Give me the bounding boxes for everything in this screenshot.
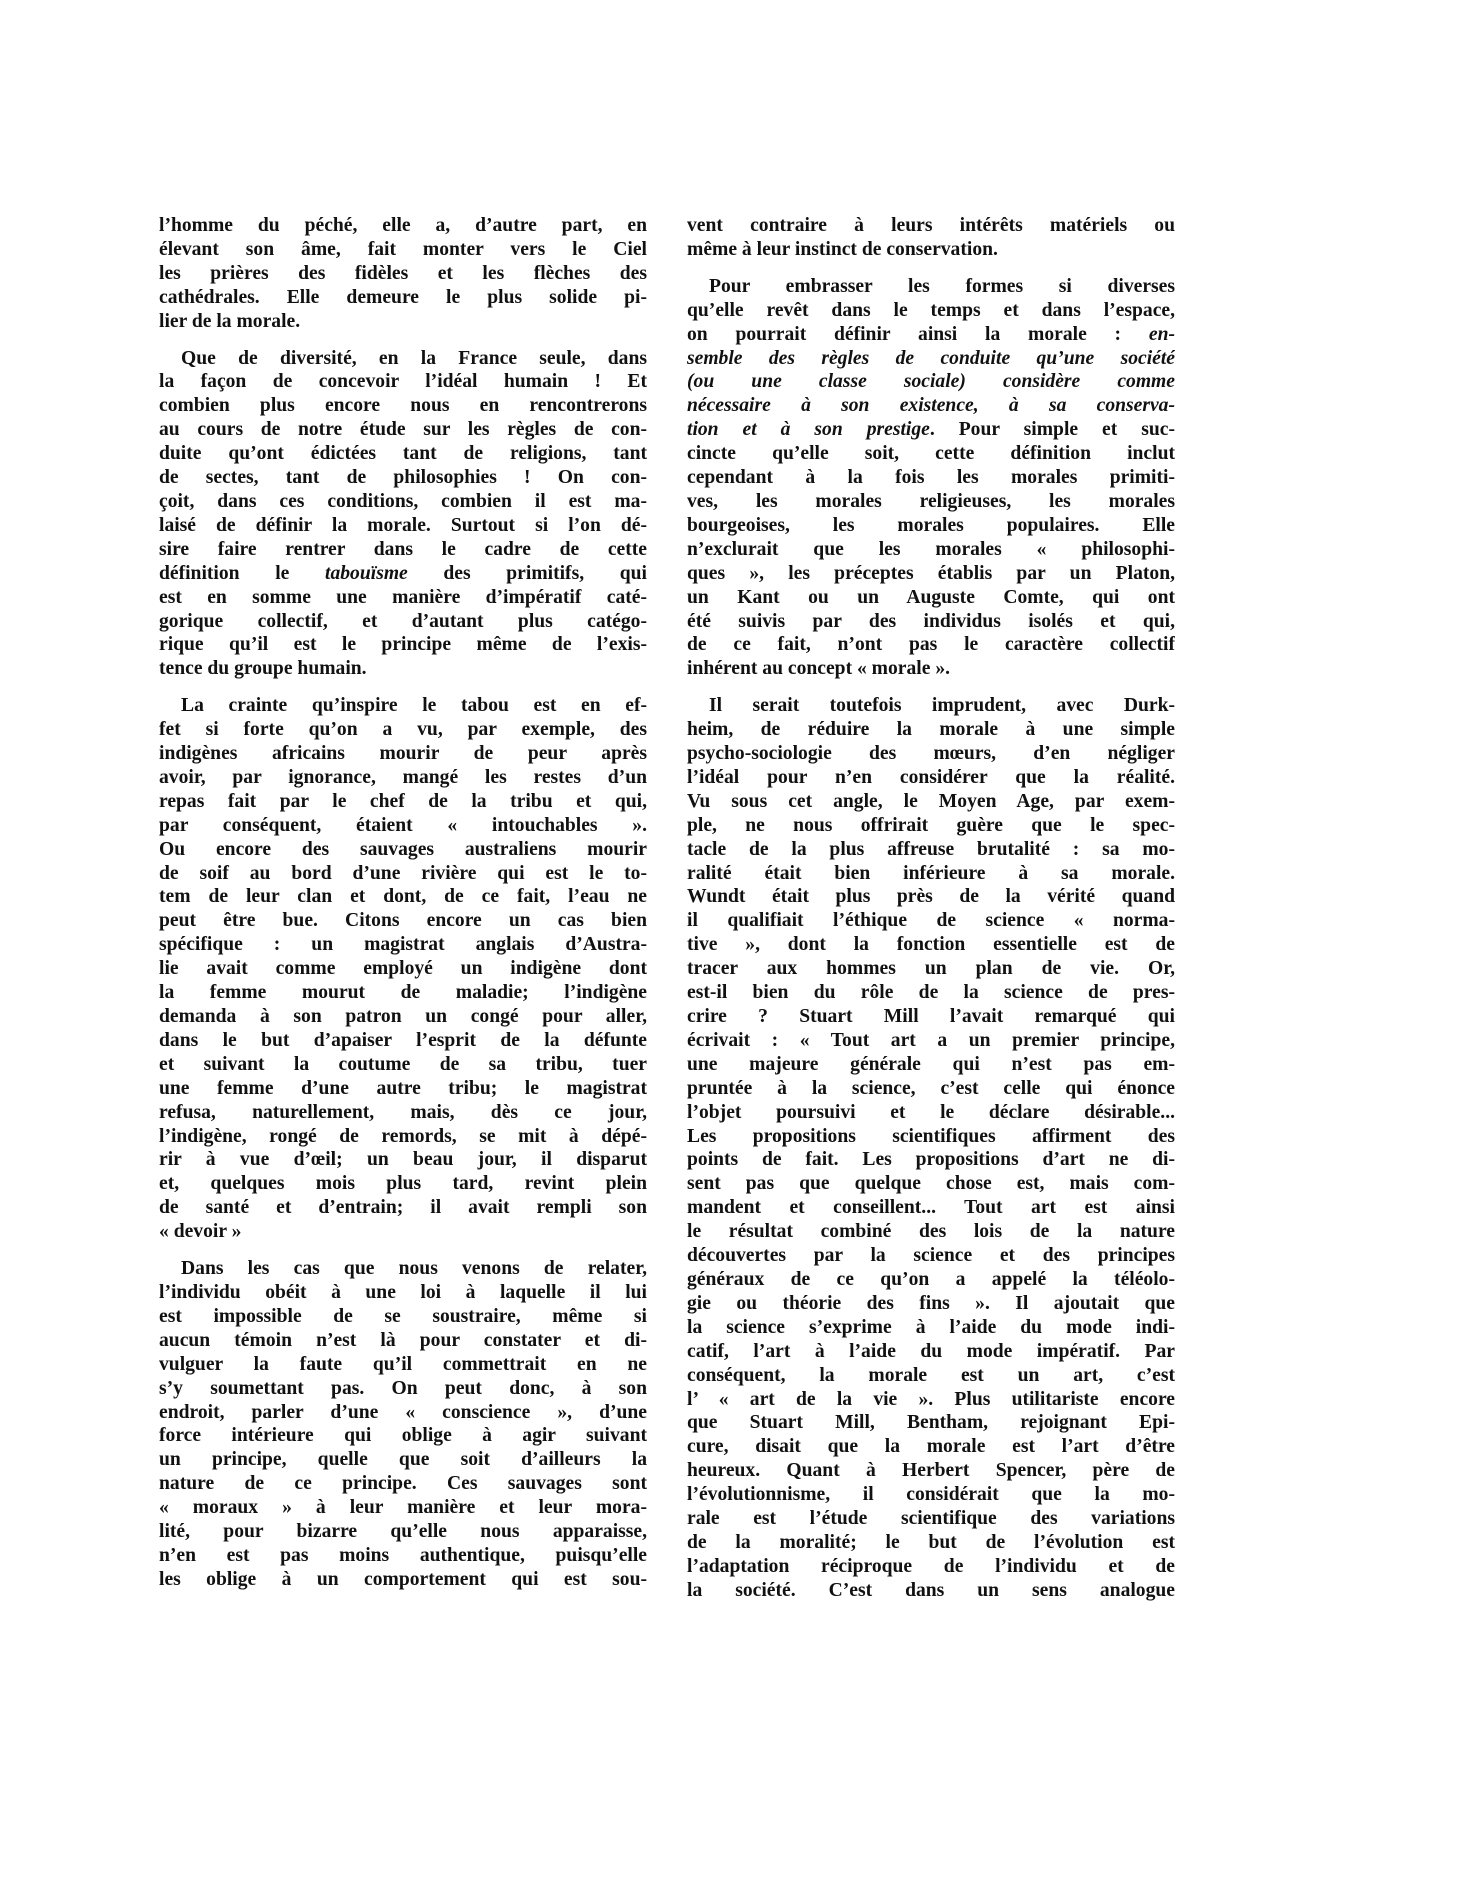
text-line: peut être bue. Citons encore un cas bien <box>159 910 647 932</box>
text-line: Que de diversité, en la France seule, dans <box>181 347 647 369</box>
text-line: heim, de réduire la morale à une simple <box>687 719 1175 741</box>
text-line: par conséquent, étaient « intouchables ». <box>159 814 647 836</box>
text-line: sire faire rentrer dans le cadre de cette <box>159 538 647 560</box>
text-line: refusa, naturellement, mais, dès ce jour, <box>159 1101 647 1123</box>
text-line: la femme mourut de maladie; l’indigène <box>159 982 647 1004</box>
text-line: cathédrales. Elle demeure le plus solide pi- <box>159 286 647 308</box>
text-line: tive », dont la fonction essentielle est de <box>687 934 1175 956</box>
text-line: l’ « art de la vie ». Plus utilitariste encore <box>687 1388 1175 1410</box>
text-line: semble des règles de conduite qu’une société <box>687 347 1175 369</box>
text-line: l’idéal pour n’en considérer que la réalité. <box>687 766 1175 788</box>
text-line: les prières des fidèles et les flèches des <box>159 262 647 284</box>
text-line: (ou une classe sociale) considère comme <box>687 371 1175 393</box>
text-line: « moraux » à leur manière et leur mora- <box>159 1497 647 1519</box>
text-line: définition le tabouïsme des primitifs, qui <box>159 562 647 584</box>
text-line: de soif au bord d’une rivière qui est le to- <box>159 862 647 884</box>
text-line: endroit, parler d’une « conscience », d’une <box>159 1401 647 1423</box>
text-line: nature de ce principe. Ces sauvages sont <box>159 1473 647 1495</box>
text-line: vulguer la faute qu’il commettrait en ne <box>159 1353 647 1375</box>
text-line: Les propositions scientifiques affirment des <box>687 1125 1175 1147</box>
text-line: que Stuart Mill, Bentham, rejoignant Epi- <box>687 1412 1175 1434</box>
text-line: Il serait toutefois imprudent, avec Durk- <box>709 695 1175 717</box>
text-line: n’en est pas moins authentique, puisqu’elle <box>159 1544 647 1566</box>
paragraph <box>159 214 647 334</box>
text-line: « devoir » <box>159 1221 242 1243</box>
text-line: heureux. Quant à Herbert Spencer, père de <box>687 1460 1175 1482</box>
text-line: laisé de définir la morale. Surtout si l’on dé- <box>159 514 647 536</box>
text-line: points de fait. Les propositions d’art ne di- <box>687 1149 1175 1171</box>
text-line: tion et à son prestige. Pour simple et suc- <box>687 419 1175 441</box>
text-line: un Kant ou un Auguste Comte, qui ont <box>687 586 1175 608</box>
paragraph <box>159 694 647 1244</box>
text-line: de sectes, tant de philosophies ! On con- <box>159 467 647 489</box>
text-line: tence du groupe humain. <box>159 658 367 680</box>
text-line: et, quelques mois plus tard, revint plein <box>159 1173 647 1195</box>
text-line: l’adaptation réciproque de l’individu et de <box>687 1555 1175 1577</box>
text-line: crire ? Stuart Mill l’avait remarqué qui <box>687 1006 1175 1027</box>
text-line: au cours de notre étude sur les règles de con- <box>159 419 647 441</box>
text-line: découvertes par la science et des principes <box>687 1245 1175 1267</box>
text-line: La crainte qu’inspire le tabou est en ef- <box>181 695 647 717</box>
text-line: une femme d’une autre tribu; le magistrat <box>159 1077 647 1099</box>
text-line: çoit, dans ces conditions, combien il est ma- <box>159 490 647 512</box>
paragraph <box>159 1257 647 1592</box>
text-line: il qualifiait l’éthique de science « norma- <box>687 910 1175 932</box>
text-line: catif, l’art à l’aide du mode impératif. Par <box>687 1340 1175 1362</box>
text-line: même à leur instinct de conservation. <box>687 238 998 260</box>
text-line: gie ou théorie des fins ». Il ajoutait que <box>687 1292 1175 1314</box>
text-line: est impossible de se soustraire, même si <box>159 1305 647 1327</box>
text-line: et suivant la coutume de sa tribu, tuer <box>159 1053 647 1075</box>
text-line: Pour embrasser les formes si diverses <box>709 275 1175 297</box>
text-line: vent contraire à leurs intérêts matériels ou <box>687 215 1175 236</box>
text-line: de ce fait, n’ont pas le caractère collectif <box>687 634 1175 656</box>
text-line: écrivait : « Tout art a un premier principe, <box>687 1029 1175 1051</box>
text-line: Dans les cas que nous venons de relater, <box>181 1258 647 1280</box>
text-line: cincte qu’elle soit, cette définition inclut <box>687 443 1175 465</box>
text-line: duite qu’ont édictées tant de religions, tant <box>159 443 647 465</box>
text-line: sent pas que quelque chose est, mais com- <box>687 1173 1175 1195</box>
text-line: est en somme une manière d’impératif caté- <box>159 586 647 608</box>
paragraph <box>687 694 1175 1602</box>
text-line: mandent et conseillent... Tout art est ainsi <box>687 1197 1175 1219</box>
text-line: cure, disait que la morale est l’art d’être <box>687 1436 1175 1458</box>
text-line: fet si forte qu’on a vu, par exemple, des <box>159 719 647 741</box>
text-line: bourgeoises, les morales populaires. Elle <box>687 514 1175 536</box>
left-text-column <box>159 214 647 1592</box>
text-line: l’évolutionnisme, il considérait que la mo- <box>687 1484 1175 1506</box>
text-line: la société. C’est dans un sens analogue <box>687 1579 1175 1601</box>
paragraph <box>159 347 647 682</box>
text-line: élevant son âme, fait monter vers le Ciel <box>159 238 647 260</box>
text-line: Wundt était plus près de la vérité quand <box>687 886 1175 908</box>
text-line: s’y soumettant pas. On peut donc, à son <box>159 1377 647 1399</box>
text-line: le résultat combiné des lois de la nature <box>687 1221 1175 1243</box>
text-line: ves, les morales religieuses, les morales <box>687 490 1175 512</box>
text-line: nécessaire à son existence, à sa conserva- <box>687 395 1175 417</box>
text-line: inhérent au concept « morale ». <box>687 658 951 680</box>
text-line: spécifique : un magistrat anglais d’Austra- <box>159 934 647 956</box>
text-line: combien plus encore nous en rencontrerons <box>159 395 647 417</box>
text-line: Vu sous cet angle, le Moyen Age, par exem- <box>687 790 1175 812</box>
text-line: aucun témoin n’est là pour constater et di- <box>159 1329 647 1351</box>
text-line: qu’elle revêt dans le temps et dans l’espace, <box>687 299 1175 321</box>
text-line: les oblige à un comportement qui est sou- <box>159 1568 647 1590</box>
text-line: ques », les préceptes établis par un Platon, <box>687 562 1175 584</box>
text-line: lité, pour bizarre qu’elle nous apparaisse, <box>159 1521 647 1543</box>
text-line: repas fait par le chef de la tribu et qui, <box>159 790 647 812</box>
text-line: rique qu’il est le principe même de l’exis- <box>159 634 647 656</box>
text-line: de santé et d’entrain; il avait rempli son <box>159 1197 647 1219</box>
paragraph <box>687 275 1175 681</box>
text-line: tem de leur clan et dont, de ce fait, l’eau ne <box>159 886 647 908</box>
text-line: dans le but d’apaiser l’esprit de la défunte <box>159 1029 647 1051</box>
text-line: l’objet poursuivi et le déclare désirable... <box>687 1101 1175 1123</box>
text-line: tracer aux hommes un plan de vie. Or, <box>687 958 1175 980</box>
text-line: rir à vue d’œil; un beau jour, il disparut <box>159 1149 647 1171</box>
text-line: est-il bien du rôle de la science de pres- <box>687 982 1175 1004</box>
text-line: on pourrait définir ainsi la morale : en- <box>687 323 1175 345</box>
right-text-column <box>687 214 1175 1603</box>
text-line: lie avait comme employé un indigène dont <box>159 958 647 980</box>
text-line: la façon de concevoir l’idéal humain ! Et <box>159 371 647 393</box>
text-line: été suivis par des individus isolés et qui, <box>687 610 1175 632</box>
text-line: un principe, quelle que soit d’ailleurs la <box>159 1449 647 1471</box>
text-line: pruntée à la science, c’est celle qui énonce <box>687 1077 1175 1099</box>
text-line: demanda à son patron un congé pour aller, <box>159 1006 647 1027</box>
text-line: de la moralité; le but de l’évolution est <box>687 1531 1175 1553</box>
text-line: conséquent, la morale est un art, c’est <box>687 1364 1175 1386</box>
text-line: indigènes africains mourir de peur après <box>159 743 647 765</box>
text-line: cependant à la fois les morales primiti- <box>687 467 1175 489</box>
text-line: n’exclurait que les morales « philosophi- <box>687 538 1175 560</box>
text-line: tacle de la plus affreuse brutalité : sa mo- <box>687 838 1175 860</box>
text-line: ralité était bien inférieure à sa morale. <box>687 862 1175 884</box>
text-line: avoir, par ignorance, mangé les restes d’un <box>159 766 647 788</box>
paragraph <box>687 214 1175 262</box>
text-line: force intérieure qui oblige à agir suivant <box>159 1425 647 1447</box>
text-line: lier de la morale. <box>159 310 301 332</box>
text-line: psycho-sociologie des mœurs, d’en négliger <box>687 743 1175 765</box>
text-line: ple, ne nous offrirait guère que le spec- <box>687 814 1175 836</box>
text-line: l’homme du péché, elle a, d’autre part, en <box>159 215 647 236</box>
text-line: la science s’exprime à l’aide du mode indi- <box>687 1316 1175 1338</box>
text-line: l’individu obéit à une loi à laquelle il lui <box>159 1281 647 1303</box>
text-line: généraux de ce qu’on a appelé la téléolo- <box>687 1268 1175 1290</box>
text-line: l’indigène, rongé de remords, se mit à dépé- <box>159 1125 647 1147</box>
text-line: gorique collectif, et d’autant plus catégo- <box>159 610 647 632</box>
text-line: une majeure générale qui n’est pas em- <box>687 1053 1175 1075</box>
text-line: rale est l’étude scientifique des variations <box>687 1508 1175 1530</box>
text-line: Ou encore des sauvages australiens mourir <box>159 838 647 860</box>
